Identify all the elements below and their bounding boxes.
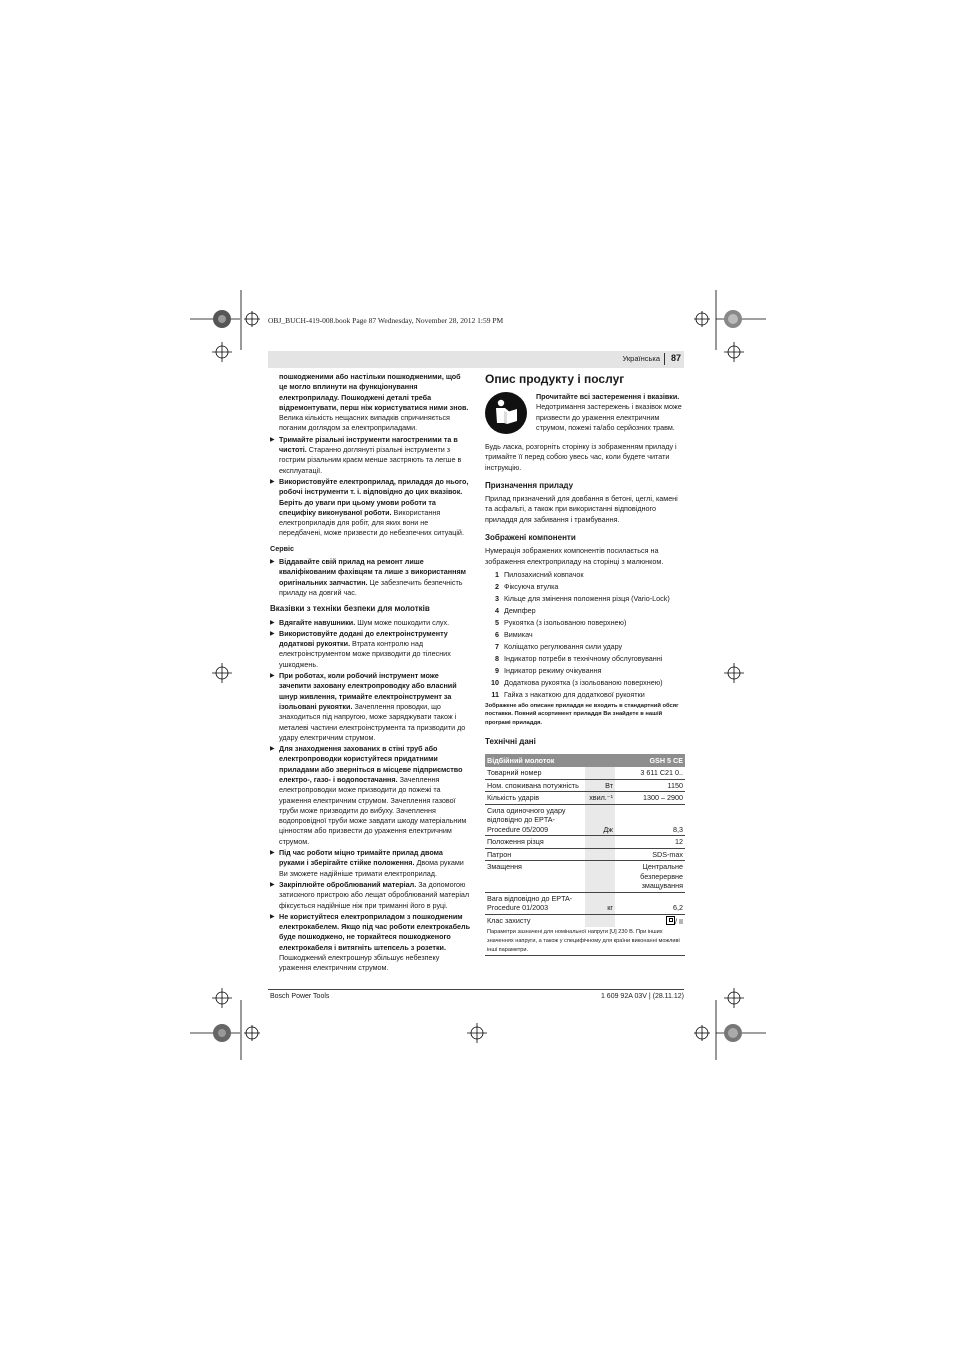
footer-left: Bosch Power Tools: [270, 993, 330, 1000]
purpose-text: Прилад призначений для довбання в бетоні, цеглі, камені та асфальті, а також при використанні відповідного приладдя для забивання і трамбування.: [485, 494, 678, 524]
components-intro: Нумерація зображених компонентів посилається на зображення електроприладу на сторінці з малюнком.: [485, 546, 664, 566]
list-item: 5 Рукоятка (з ізольованою поверхнею): [495, 617, 627, 627]
header-separator: [664, 353, 665, 365]
bullet-ear-protection: ▶ Вдягайте навушники. Шум може пошкодити слух.: [270, 617, 450, 627]
list-item: 4 Демпфер: [495, 605, 536, 615]
list-item: 2 Фіксуюча втулка: [495, 581, 559, 591]
footer-rule: [268, 989, 684, 990]
file-header: OBJ_BUCH-419-008.book Page 87 Wednesday, November 28, 2012 1:59 PM: [268, 316, 504, 325]
page-header-bar: [268, 351, 684, 368]
list-item: 3 Кільце для змінення положення різця (Vario-Lock): [495, 593, 670, 603]
bullet-cutting-tools: ▶ Тримайте різальні інструменти нагостреними та в чистоті. Старанно доглянуті різальні інструменти з гострим різальним краєм менше застряють та легше в експлуатації.: [270, 434, 462, 475]
tech-data-table: [485, 754, 685, 957]
bullet-hidden-lines: ▶ Для знаходження захованих в стіні труб або електропроводки користуйтеся придатними приладами або зверніться в місцеве підприємство електро-, газо- і водопостачання. Зачеплення електропроводки може призводити до пожежі та ураження електричним струмом. Зачеплення газової труби може призводити до вибуху. Зачеплення водопровідної труби може завдати шкоду матеріальним цінностям або призвести до ураження електричним струмом.: [270, 744, 467, 846]
maintenance-text: Велика кількість нещасних випадків спричиняється поганим доглядом за електроприладами.: [279, 413, 450, 433]
language-label: Українська: [622, 354, 660, 363]
table-footnote: Параметри зазначені для номінальної напруги [U] 230 В. При інших значеннях напруги, а також у специфічному для країни виконанні можливі інші параметри.: [487, 929, 680, 953]
protection-class-icon: [666, 916, 675, 925]
list-item: 7 Коліщатко регулювання сили удару: [495, 641, 623, 651]
list-item: 8 Індикатор потреби в технічному обслуговуванні: [495, 653, 663, 663]
bullet-use-as-intended: ▶ Використовуйте електроприлад, приладдя до нього, робочі інструменти т. і. відповідно до цих вказівок. Беріть до уваги при цьому умови роботи та специфіку виконуваної роботи. Використання електроприладів для робіт, для яких вони не передбачені, може призвести до небезпечних ситуацій.: [270, 476, 469, 538]
table-header-model: GSH 5 CE: [615, 754, 685, 768]
list-item: 11 Гайка з накаткою для додаткової рукоятки: [491, 689, 645, 699]
section-title: Опис продукту і послуг: [485, 372, 625, 386]
service-heading: Сервіс: [270, 543, 294, 553]
table-row: Клас захисту / II: [487, 915, 683, 926]
bullet-service: ▶ Віддавайте свій прилад на ремонт лише кваліфікованим фахівцям та лише з використанням оригінальних запчастин. Це забезпечить безпечність приладу на довгий час.: [270, 557, 466, 597]
table-row: Положення різця 12: [487, 837, 683, 847]
bullet-two-hands: ▶ Під час роботи міцно тримайте прилад двома руками і зберігайте стійке положення. Двома руками Ви зможете надійніше тримати електроприлад.: [270, 848, 464, 878]
table-row: Патрон SDS-max: [487, 849, 683, 859]
bullet-damaged-cable: ▶ Не користуйтеся електроприладом з пошкодженим електрокабелем. Якщо під час роботи електрокабель буде пошкоджено, не торкайтеся пошкодженого електрокабеля і витягніть штепсель з розетки. Пошкоджений електрошнур збільшує небезпеку ураження електричним струмом.: [270, 911, 471, 973]
accessories-note: Зображене або описане приладдя не входить в стандартний обсяг поставки. Повний асортимент приладдя Ви знайдете в нашій програмі приладдя.: [485, 702, 679, 726]
intro-text: Будь ласка, розгорніть сторінку із зображенням приладу і тримайте її перед собою увесь час, коли будете читати інструкцію.: [485, 442, 677, 472]
table-row: Товарний номер 3 611 C21 0..: [487, 768, 683, 778]
list-item: 10 Додаткова рукоятка (з ізольованою поверхнею): [491, 677, 663, 687]
table-row: Вага відповідно до EPTA-Procedure 01/2003 кг 6,2: [487, 893, 683, 913]
table-row: Сила одиночного удару відповідно до EPTA-Procedure 05/2009 Дж 8,3: [487, 805, 683, 834]
bullet-aux-handles: ▶ Використовуйте додані до електроінструменту додаткові рукоятки. Втрата контролю над електроінструментом може призводити до тілесних ушкоджень.: [270, 628, 451, 669]
list-item: 9 Індикатор режиму очікування: [495, 665, 602, 675]
tech-data-heading: Технічні дані: [485, 737, 536, 747]
purpose-heading: Призначення приладу: [485, 480, 574, 490]
hammer-safety-heading: Вказівки з техніки безпеки для молотків: [270, 604, 430, 614]
table-row: Ном. споживана потужність Вт 1150: [487, 780, 683, 790]
read-manual-icon: [485, 392, 527, 434]
table-footnote-row: [485, 927, 685, 956]
right-column: [485, 372, 685, 956]
left-column: [270, 372, 470, 975]
bullet-insulated-grips: ▶ При роботах, коли робочий інструмент може зачепити заховану електропроводку або власний шнур живлення, тримайте електроінструмент за ізольовані рукоятки. Зачеплення проводки, що знаходиться під напругою, може заряджувати також і металеві частини електроінструмента та призводити до удару електричним струмом.: [270, 671, 466, 742]
table-row: Змащення Центральне безперервне змащування: [487, 862, 683, 891]
table-row: Кількість ударів хвил.⁻¹ 1300 – 2900: [487, 793, 683, 803]
components-list: [485, 570, 685, 700]
table-header-row: [485, 754, 685, 768]
components-heading: Зображені компоненти: [485, 533, 576, 543]
list-item: 6 Вимикач: [495, 629, 533, 639]
footer-right: 1 609 92A 03V | (28.11.12): [600, 993, 684, 1000]
list-item: 1 Пилозахисний ковпачок: [495, 569, 584, 579]
warning-block: Прочитайте всі застереження і вказівки. Недотримання застережень і вказівок може призвести до ураження електричним струмом, пожежі та/або серйозних травм.: [485, 392, 685, 434]
bullet-secure-workpiece: ▶ Закріплюйте оброблюваний матеріал. За допомогою затискного пристрою або лещат оброблюваний матеріал фіксується надійніше ніж при триманні його в руці.: [270, 879, 470, 910]
page-number: 87: [670, 353, 681, 363]
maintenance-bold: пошкодженими або настільки пошкодженими, щоб це могло вплинути на функціонування електроприладу. Пошкоджені деталі треба відремонтувати, перш ніж користуватися ними знов.: [279, 372, 469, 412]
table-header-label: Відбійний молоток: [485, 754, 615, 768]
